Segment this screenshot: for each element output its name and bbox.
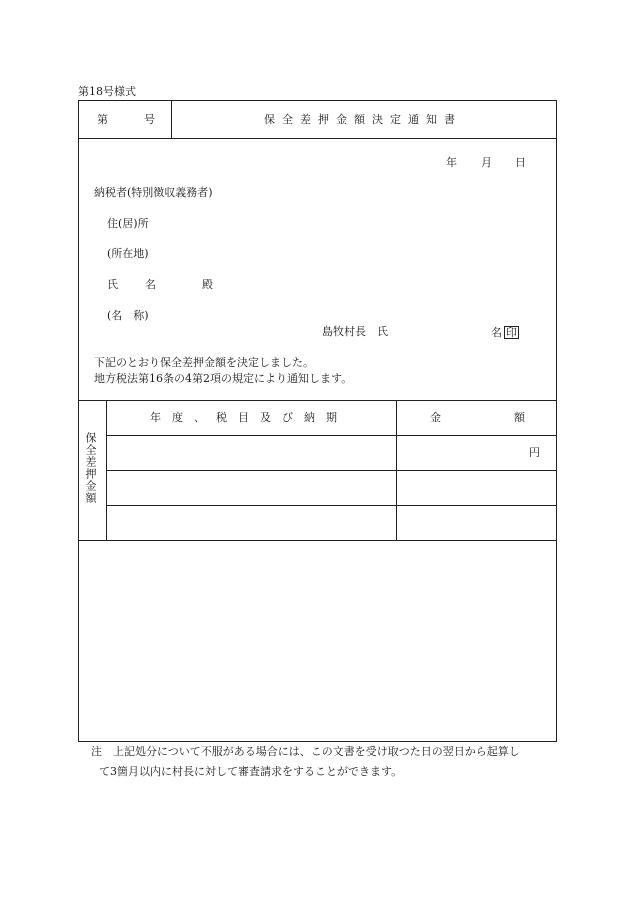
date-year: 年 xyxy=(446,156,457,169)
corp-name-label: (名 称) xyxy=(107,309,149,322)
date-day: 日 xyxy=(515,156,526,169)
table-header-divider xyxy=(106,435,557,436)
issuer-name-label xyxy=(491,326,519,339)
yen-unit: 円 xyxy=(529,446,540,459)
notice-number-prefix: 第 xyxy=(97,113,108,126)
honorific: 殿 xyxy=(202,278,213,291)
body-line-1: 下記のとおり保全差押金額を決定しました。 xyxy=(94,356,314,369)
taxpayer-label: 納税者(特別徴収義務者) xyxy=(94,186,213,199)
table-amount-divider xyxy=(396,400,397,540)
date-month: 月 xyxy=(481,156,492,169)
table-row-divider-2 xyxy=(106,505,557,506)
body-line-2: 地方税法第16条の4第2項の規定により通知します。 xyxy=(94,372,353,385)
document-title: 保全差押金額決定通知書 xyxy=(264,113,462,126)
address-label: 住(居)所 xyxy=(107,217,149,230)
header-number-divider xyxy=(171,100,172,138)
issuer-name-text: 名 xyxy=(491,326,502,339)
footnote-line-1: 上記処分について不服がある場合には、この文書を受け取つた日の翌日から起算し xyxy=(113,745,520,758)
seal-mark: 印 xyxy=(506,326,517,339)
header-divider xyxy=(78,138,557,139)
location-label: (所在地) xyxy=(107,247,149,260)
table-row-divider-1 xyxy=(106,470,557,471)
issuer-title: 島牧村長 氏 xyxy=(322,325,388,338)
table-side-divider xyxy=(106,400,107,540)
table-col-amount-header-right: 額 xyxy=(514,411,525,424)
name-label-right: 名 xyxy=(145,278,156,291)
footnote-line-2: て3箇月以内に村長に対して審査請求をすることができます。 xyxy=(99,765,403,778)
table-col-amount-header-left: 金 xyxy=(430,411,441,424)
table-bottom-border xyxy=(78,540,557,541)
table-side-label: 保全差押金額 xyxy=(84,432,97,504)
notice-number-suffix: 号 xyxy=(144,113,155,126)
name-label-left: 氏 xyxy=(107,278,118,291)
footnote-label: 注 xyxy=(91,745,102,758)
table-top-border xyxy=(78,400,557,401)
form-number: 第18号様式 xyxy=(78,85,136,98)
table-col-period-header: 年度、税目及び納期 xyxy=(150,411,348,424)
